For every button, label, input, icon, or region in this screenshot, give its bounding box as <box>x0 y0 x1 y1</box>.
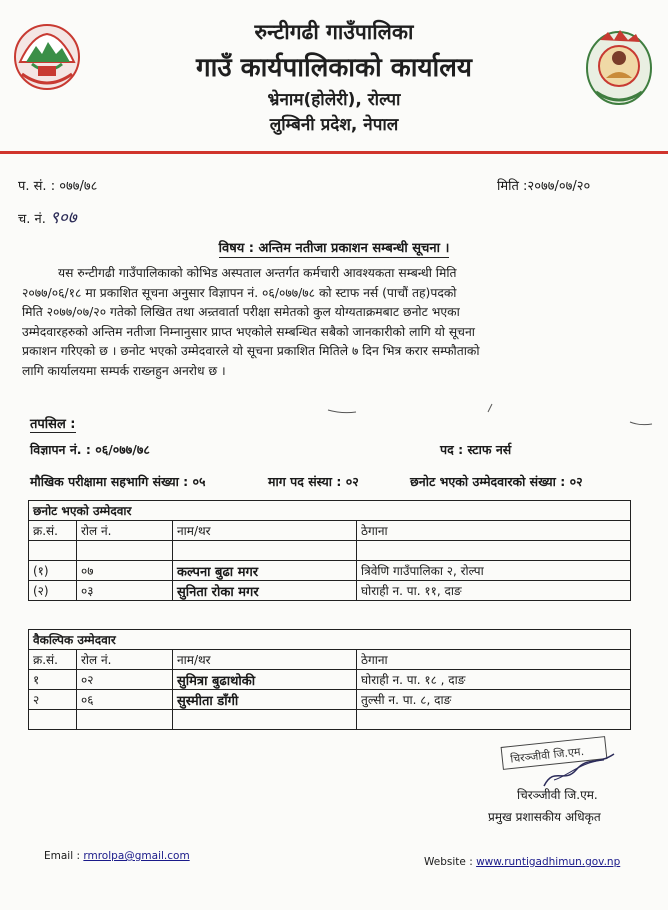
body-line: उम्मेदवारहरुको अन्तिम नतीजा निम्नानुसार प्राप्त भएकोले सम्बन्धित सबैको जानकारीको लागि यो सूचना <box>22 324 475 339</box>
interview-count: मौखिक परीक्षामा सहभागि संख्या : ०५ <box>30 474 206 489</box>
table-cell: त्रिवेणि गाउँपालिका २, रोल्पा <box>357 561 631 581</box>
table-cell: (२) <box>29 581 77 601</box>
table-cell: ०७ <box>77 561 173 581</box>
table-cell: सुस्मीता डाँगी <box>173 690 357 710</box>
table-cell: ०३ <box>77 581 173 601</box>
table-caption: वैकल्पिक उम्मेदवार <box>29 630 631 650</box>
email-link[interactable]: rmrolpa@gmail.com <box>83 850 190 862</box>
table-caption: छनोट भएको उम्मेदवार <box>29 501 631 521</box>
office-address: भ्रेनाम(होलेरी), रोल्पा <box>267 90 401 110</box>
province-name: लुम्बिनी प्रदेश, नेपाल <box>269 115 399 135</box>
subject-text: विषय : अन्तिम नतीजा प्रकाशन सम्बन्धी सूचना । <box>218 241 450 256</box>
advertisement-number: विज्ञापन नं. : ०६/०७७/७८ <box>30 442 150 457</box>
pen-mark <box>630 422 652 425</box>
table-cell: १ <box>29 670 77 690</box>
pen-mark <box>488 404 492 412</box>
table-cell: घोराही न. पा. ११, दाङ <box>357 581 631 601</box>
column-header: क्र.सं. <box>29 521 77 541</box>
office-name: गाउँ कार्यपालिकाको कार्यालय <box>196 53 472 83</box>
website-label: Website : <box>424 856 473 868</box>
details-heading-text: तपसिल : <box>30 417 76 432</box>
signatory-name: चिरञ्जीवी जि.एम. <box>517 788 598 802</box>
table-cell: (१) <box>29 561 77 581</box>
body-line: यस रुन्टीगढी गाउँपालिकाको कोभिड अस्पताल अन्तर्गत कर्मचारी आवश्यकता सम्बन्धी मिति <box>58 266 457 280</box>
table-cell: ०२ <box>77 670 173 690</box>
column-header: रोल नं. <box>77 650 173 670</box>
column-header: क्र.सं. <box>29 650 77 670</box>
dispatch-value: ९०७ <box>50 208 77 228</box>
table-cell: सुमित्रा बुढाथोकी <box>173 670 357 690</box>
column-header: नाम/थर <box>173 650 357 670</box>
municipality-name: रुन्टीगढी गाउँपालिका <box>254 20 414 44</box>
body-line: २०७७/०६/१८ मा प्रकाशित सूचना अनुसार विज्ञापन नं. ०६/०७७/७८ को स्टाफ नर्स (पाचौं तह)पदको <box>22 285 457 300</box>
table-cell: २ <box>29 690 77 710</box>
body-line: प्रकाशन गरिएको छ । छनोट भएको उम्मेदवारले यो सूचना प्रकाशित मितिले ७ दिन भित्र करार सम्फौताको <box>22 344 480 359</box>
stamp-text: चिरञ्जीवी जि.एम. <box>509 744 585 766</box>
body-line: मिति २०७७/०७/२० गतेको लिखित तथा अन्र्तवार्ता परीक्षा समेतको कुल योग्यताक्रमबाट छनोट भएका <box>22 305 460 320</box>
website-link[interactable]: www.runtigadhimun.gov.np <box>476 856 621 868</box>
table-cell: ०६ <box>77 690 173 710</box>
column-header: नाम/थर <box>173 521 357 541</box>
signatory-title: प्रमुख प्रशासकीय अधिकृत <box>488 810 601 824</box>
body-line: लागि कार्यालयमा सम्पर्क राख्नहुन अनरोध छ । <box>22 363 226 378</box>
table-cell: तुल्सी न. पा. ८, दाङ <box>357 690 631 710</box>
selected-count: छनोट भएको उम्मेदवारको संख्या : ०२ <box>410 474 583 489</box>
column-header: ठेगाना <box>357 650 631 670</box>
reference-number: प. सं. : ०७७/७८ <box>18 179 98 194</box>
table-cell: सुनिता रोका मगर <box>173 581 357 601</box>
column-header: रोल नं. <box>77 521 173 541</box>
column-header: ठेगाना <box>357 521 631 541</box>
table-cell: कल्पना बुढा मगर <box>173 561 357 581</box>
post-name: पद : स्टाफ नर्स <box>440 442 512 457</box>
pen-mark <box>328 410 356 413</box>
table-cell: घोराही न. पा. १८ , दाङ <box>357 670 631 690</box>
notice-date: मिति :२०७७/०७/२० <box>497 179 591 194</box>
dispatch-label: च. नं. <box>18 212 46 227</box>
email-label: Email : <box>44 850 81 862</box>
demand-count: माग पद संस्या : ०२ <box>268 474 359 489</box>
